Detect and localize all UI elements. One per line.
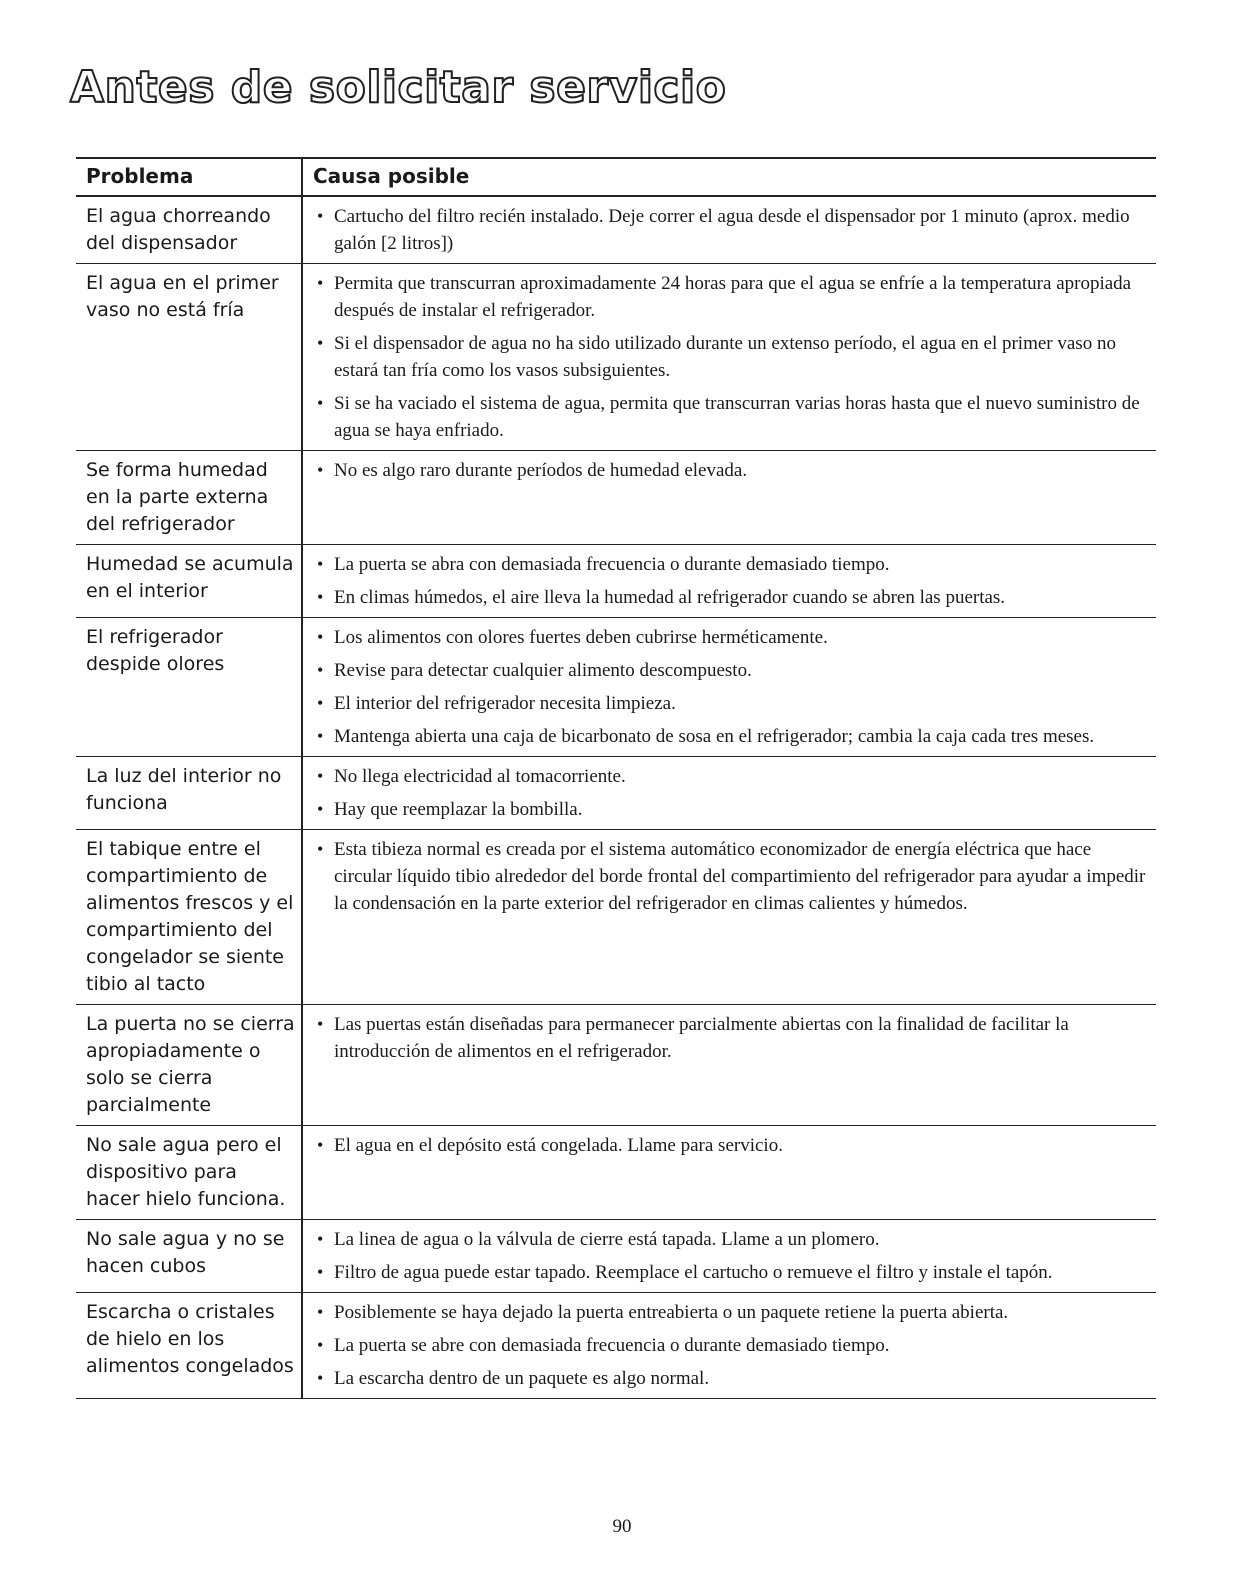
cause-cell [302,1005,1156,1126]
cause-cell [302,1293,1156,1399]
cause-item: • El agua en el depósito está congelada. Llame para servicio. [315,1132,1152,1159]
cause-item: • No es algo raro durante períodos de humedad elevada. [315,457,1152,484]
cause-column-header: Causa posible [302,158,1156,196]
problem-cell: La luz del interior no funciona [76,757,302,830]
cause-cell [302,196,1156,264]
cause-list [315,270,1152,444]
cause-list [315,203,1152,257]
problem-cell: Se forma humedad en la parte externa del refrigerador [76,451,302,545]
table-row [76,1005,1156,1126]
table-row [76,1126,1156,1220]
table-row [76,830,1156,1005]
page-title: Antes de solicitar servicio [70,62,727,113]
table-row [76,451,1156,545]
cause-list [315,1132,1152,1159]
cause-item: • La linea de agua o la válvula de cierre está tapada. Llame a un plomero. [315,1226,1152,1253]
problem-cell: Humedad se acumula en el interior [76,545,302,618]
cause-item: • Los alimentos con olores fuertes deben cubrirse herméticamente. [315,624,1152,651]
cause-list [315,836,1152,917]
table-row [76,264,1156,451]
cause-list [315,1011,1152,1065]
cause-item: • Permita que transcurran aproximadamente 24 horas para que el agua se enfríe a la temperatura apropiada después de instalar el refrigerador. [315,270,1152,324]
table-row [76,1220,1156,1293]
cause-item: • Revise para detectar cualquier alimento descompuesto. [315,657,1152,684]
cause-item: • Si se ha vaciado el sistema de agua, permita que transcurran varias horas hasta que el nuevo suministro de agua se haya enfriado. [315,390,1152,444]
cause-item: • Si el dispensador de agua no ha sido utilizado durante un extenso período, el agua en el primer vaso no estará tan fría como los vasos subsiguientes. [315,330,1152,384]
problem-cell: Escarcha o cristales de hielo en los alimentos congelados [76,1293,302,1399]
problem-cell: El agua chorreando del dispensador [76,196,302,264]
cause-cell [302,618,1156,757]
cause-list [315,457,1152,484]
cause-item: • La escarcha dentro de un paquete es algo normal. [315,1365,1152,1392]
cause-list [315,1299,1152,1392]
cause-item: • En climas húmedos, el aire lleva la humedad al refrigerador cuando se abren las puertas. [315,584,1152,611]
table-header-row [76,158,1156,196]
cause-cell [302,1220,1156,1293]
cause-list [315,624,1152,750]
cause-cell [302,1126,1156,1220]
cause-list [315,551,1152,611]
cause-cell [302,545,1156,618]
problem-cell: El tabique entre el compartimiento de alimentos frescos y el compartimiento del congelador se siente tibio al tacto [76,830,302,1005]
table-body [76,196,1156,1399]
cause-item: • La puerta se abre con demasiada frecuencia o durante demasiado tiempo. [315,1332,1152,1359]
problem-cell: El agua en el primer vaso no está fría [76,264,302,451]
cause-list [315,1226,1152,1286]
problem-cell: La puerta no se cierra apropiadamente o solo se cierra parcialmente [76,1005,302,1126]
cause-cell [302,830,1156,1005]
problem-cell: El refrigerador despide olores [76,618,302,757]
troubleshooting-table [76,157,1156,1399]
cause-list [315,763,1152,823]
cause-item: • Cartucho del filtro recién instalado. Deje correr el agua desde el dispensador por 1 minuto (aprox. medio galón [2 litros]) [315,203,1152,257]
table-row [76,196,1156,264]
cause-cell [302,757,1156,830]
cause-item: • Mantenga abierta una caja de bicarbonato de sosa en el refrigerador; cambia la caja cada tres meses. [315,723,1152,750]
cause-item: • Hay que reemplazar la bombilla. [315,796,1152,823]
problem-cell: No sale agua y no se hacen cubos [76,1220,302,1293]
problem-cell: No sale agua pero el dispositivo para hacer hielo funciona. [76,1126,302,1220]
cause-item: • La puerta se abra con demasiada frecuencia o durante demasiado tiempo. [315,551,1152,578]
table-row [76,545,1156,618]
cause-cell [302,264,1156,451]
cause-item: • Filtro de agua puede estar tapado. Reemplace el cartucho o remueve el filtro y instale el tapón. [315,1259,1152,1286]
problem-column-header: Problema [76,158,302,196]
cause-item: • Esta tibieza normal es creada por el sistema automático economizador de energía eléctrica que hace circular líquido tibio alrededor del borde frontal del compartimiento del refrigerador para ayudar a impedir la condensación en la parte exterior del refrigerador en climas calientes y húmedos. [315,836,1152,917]
table-row [76,757,1156,830]
page-number: 90 [612,1516,632,1537]
cause-item: • El interior del refrigerador necesita limpieza. [315,690,1152,717]
cause-item: • Las puertas están diseñadas para permanecer parcialmente abiertas con la finalidad de facilitar la introducción de alimentos en el refrigerador. [315,1011,1152,1065]
cause-item: • Posiblemente se haya dejado la puerta entreabierta o un paquete retiene la puerta abierta. [315,1299,1152,1326]
cause-cell [302,451,1156,545]
table-row [76,618,1156,757]
cause-item: • No llega electricidad al tomacorriente. [315,763,1152,790]
table-row [76,1293,1156,1399]
